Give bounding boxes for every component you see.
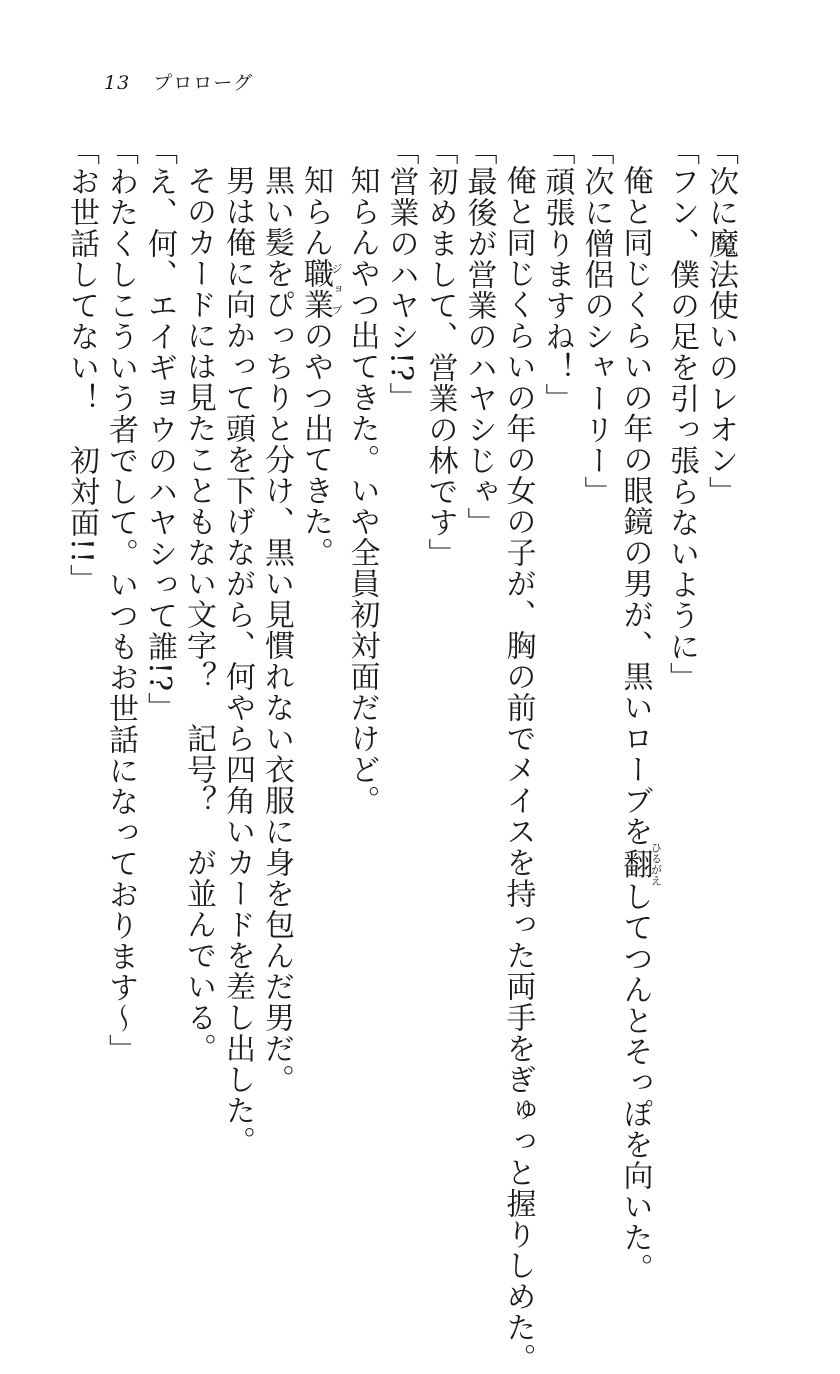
paragraph-text: のやつ出てきた。 (298, 320, 333, 568)
paragraph (616, 135, 663, 1284)
paragraph: 「頑張りますね！」 (539, 135, 575, 414)
paragraph-text: 俺と同じくらいの年の眼鏡の男が、黒いローブを (617, 165, 653, 847)
paragraph: 「初めまして、営業の林です」 (422, 135, 458, 569)
running-header (104, 68, 253, 95)
paragraph: 俺と同じくらいの年の女の子が、胸の前でメイスを持った両手をぎゅっと握りしめた。 (500, 165, 536, 1374)
ruby-base: 職業 (298, 258, 333, 320)
ruby-reading: ひるがえ (649, 842, 663, 886)
paragraph-text: してつんとそっぽを向いた。 (617, 881, 653, 1284)
ruby-word (298, 258, 343, 320)
paragraph: 黒い髪をぴっちりと分け、黒い見慣れない衣服に身を包んだ男だ。 (259, 165, 294, 1095)
chapter-title: プロローグ (153, 72, 254, 94)
paragraph: 「わたくしこういう者でして。いつもお世話になっております～」 (103, 135, 138, 1065)
paragraph: 「お世話してない！ 初対面!!」 (64, 135, 99, 596)
paragraph: 男は俺に向かって頭を下げながら、何やら四角いカードを差し出した。 (220, 165, 255, 1157)
paragraph: 「最後が営業のハヤシじゃ」 (461, 135, 497, 538)
body-text (62, 135, 740, 1374)
ruby-word (617, 842, 663, 886)
paragraph: 「営業のハヤシ!?」 (383, 135, 419, 414)
paragraph: 「次に僧侶のシャーリー」 (578, 135, 614, 507)
page-number: 13 (104, 72, 131, 94)
paragraph: 「え、何、エイギョウのハヤシって誰!?」 (142, 135, 177, 724)
paragraph: 知らんやつ出てきた。いや全員初対面だけど。 (344, 165, 380, 816)
ruby-base: 翻 (617, 842, 653, 886)
paragraph-text: 知らん (298, 165, 333, 258)
paragraph: 「次に魔法使いのレオン」 (703, 135, 738, 507)
paragraph (296, 135, 343, 1145)
paragraph: 「フン、僕の足を引っ張らないように」 (664, 135, 699, 693)
paragraph: そのカードには見たこともない文字？ 記号？ が並んでいる。 (181, 165, 216, 1064)
ruby-reading: ジョブ (330, 258, 343, 320)
